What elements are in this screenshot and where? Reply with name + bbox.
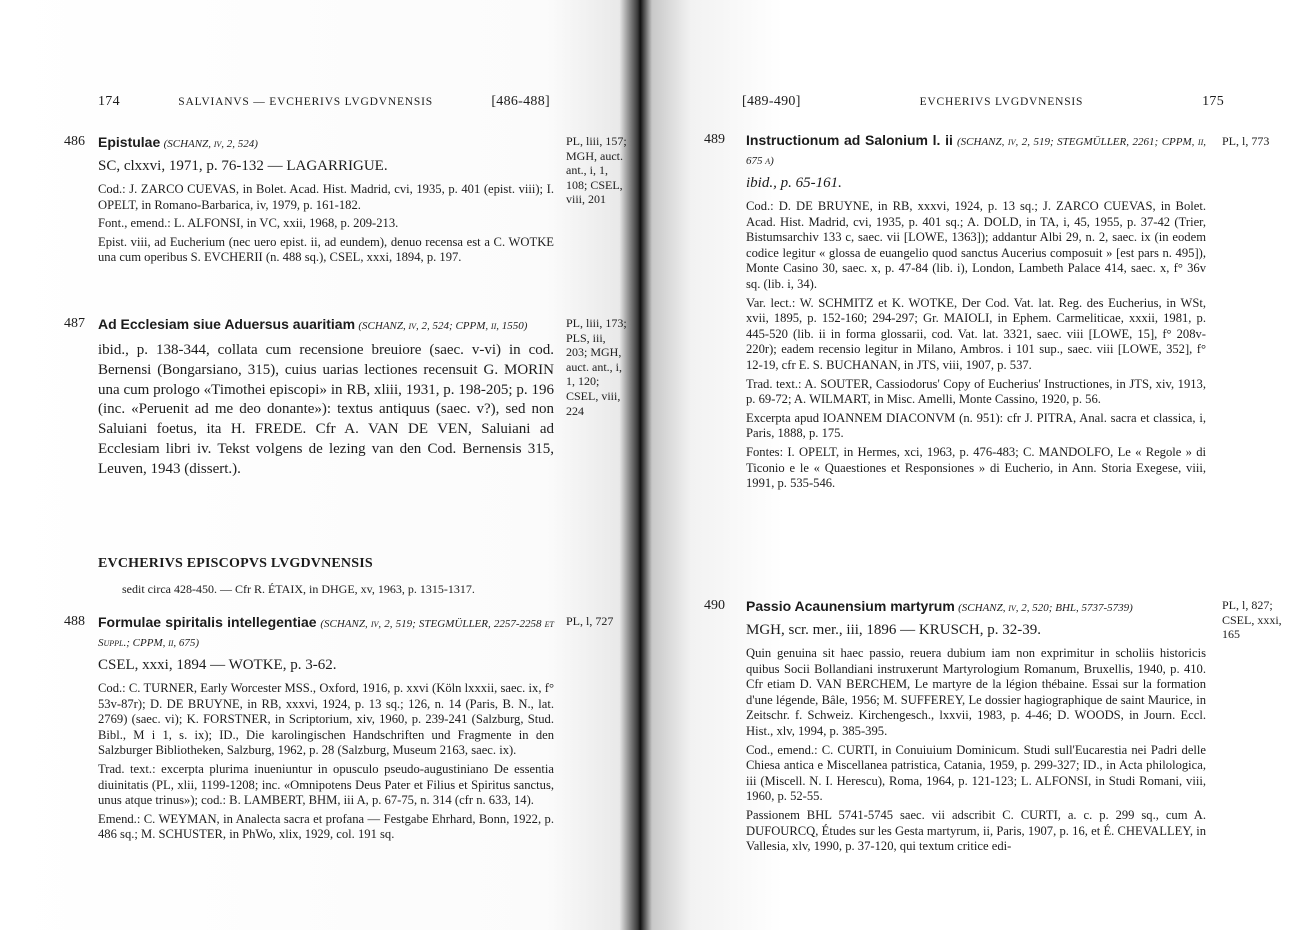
entry-488-trad: Trad. text.: excerpta plurima inueniuntur in opusculo pseudo-augustiniano De essentia diuinitatis (PL, xlii, 1199-1208; inc. «Omnipotens Deus Pater et Filius et Spiritus sanctus, unus atque trinus»); cod.: B. LAMBERT, BHM, iii A, p. 67-75, n. 314 (cfr n. 633, 14).	[98, 761, 554, 808]
left-page-range: [486-488]	[491, 94, 550, 109]
entry-489-fontes: Fontes: I. OPELT, in Hermes, xci, 1963, p. 476-483; C. MANDOLFO, Le « Regole » di Ticonio e le « Quaestiones et Responsiones » di Eucherio, in Ann. Storia Exegese, viii, 1991, p. 535-546.	[746, 444, 1206, 491]
entry-number-486: 486	[64, 134, 85, 149]
entry-488-edition: CSEL, xxxi, 1894 — WOTKE, p. 3-62.	[98, 657, 337, 673]
left-running-head	[98, 94, 550, 110]
entry-number-488: 488	[64, 614, 85, 629]
entry-486-edition: SC, clxxvi, 1971, p. 76-132 — LAGARRIGUE.	[98, 158, 388, 174]
entry-number-489: 489	[704, 132, 725, 147]
entry-488	[98, 614, 554, 846]
entry-489-margin: PL, l, 773	[1222, 134, 1270, 148]
entry-486-ref: (SCHANZ, iv, 2, 524)	[163, 138, 258, 150]
entry-486-cod: Cod.: J. ZARCO CUEVAS, in Bolet. Acad. Hist. Madrid, cvi, 1935, p. 401 (epist. viii); I. OPELT, in Romano-Barbarica, iv, 1979, p. 161-182.	[98, 182, 554, 212]
entry-490-cod: Cod., emend.: C. CURTI, in Conuiuium Dominicum. Studi sull'Eucarestia nei Padri delle Chiesa antica e Miscellanea patristica, Catania, 1959, p. 299-327; ID., in Acta philologica, iii (Miscell. N. I. Herescu), Roma, 1964, p. 121-123; L. ALFONSI, in Studi Romani, viii, 1960, p. 52-55.	[746, 742, 1206, 804]
entry-486-margin: PL, liii, 157; MGH, auct. ant., i, 1, 108; CSEL, viii, 201	[566, 134, 627, 207]
entry-number-487: 487	[64, 316, 85, 331]
entry-489-trad: Trad. text.: A. SOUTER, Cassiodorus' Copy of Eucherius' Instructiones, in JTS, xiv, 1913, p. 69-72; A. WILMART, in Misc. Amelli, Monte Cassino, 1920, p. 56.	[746, 376, 1206, 407]
entry-486-font: Font., emend.: L. ALFONSI, in VC, xxii, 1968, p. 209-213.	[98, 216, 399, 231]
right-running-title: EVCHERIVS LVGDVNENSIS	[919, 96, 1084, 108]
section-title: EVCHERIVS EPISCOPVS LVGDVNENSIS	[98, 556, 373, 571]
entry-490-ref: (SCHANZ, iv, 2, 520; BHL, 5737-5739)	[958, 602, 1133, 614]
right-page-number: 175	[1202, 94, 1224, 109]
entry-489-var: Var. lect.: W. SCHMITZ et K. WOTKE, Der Cod. Vat. lat. Reg. des Eucherius, in WSt, xvii, 1895, p. 152-160; 294-297; Gr. MAIOLI, in Ephem. Carmeliticae, xxxii, 1981, p. 445-520 (lib. ii in forma glossarii, cod. Vat. lat. 3321, saec. viii [LOWE, 15], f° 208v-220r); eadem recensio legitur in Milano, Ambros. i 101 sup., saec. viii [LOWE, 352], f° 12-19, cfr E. S. BUCHANAN, in JTS, viii, 1907, p. 537.	[746, 295, 1206, 372]
entry-488-margin: PL, l, 727	[566, 614, 614, 628]
left-page-number: 174	[98, 94, 120, 109]
entry-489-ref: (SCHANZ, iv, 2, 519; STEGMÜLLER, 2261; CPPM, ii, 675 a)	[746, 136, 1206, 167]
entry-number-490: 490	[704, 598, 725, 613]
entry-489-title: Instructionum ad Salonium l. ii	[746, 132, 953, 148]
entry-490-margin: PL, l, 827; CSEL, xxxi, 165	[1222, 598, 1282, 642]
entry-487-title: Ad Ecclesiam siue Aduersus auaritiam	[98, 316, 356, 332]
entry-488-ref: (SCHANZ, iv, 2, 519; STEGMÜLLER, 2257-2258 et Suppl.; CPPM, ii, 675)	[98, 618, 554, 649]
section-subtitle: sedit circa 428-450. — Cfr R. ÉTAIX, in DHGE, xv, 1963, p. 1315-1317.	[122, 582, 475, 596]
entry-489	[746, 132, 1206, 495]
entry-486	[98, 134, 554, 269]
entry-486-note: Epist. viii, ad Eucherium (nec uero epist. ii, ad eundem), denuo recensa est a C. WOTKE una cum operibus S. EVCHERII (n. 488 sq.), CSEL, xxxi, 1894, p. 197.	[98, 234, 554, 265]
entry-487	[98, 316, 554, 483]
entry-488-title: Formulae spiritalis intellegentiae	[98, 614, 317, 630]
right-running-head	[742, 94, 1224, 110]
entry-490-title: Passio Acaunensium martyrum	[746, 598, 955, 614]
entry-489-excerpta: Excerpta apud IOANNEM DIACONVM (n. 951): cfr J. PITRA, Anal. sacra et classica, i, Paris, 1888, p. 175.	[746, 410, 1206, 441]
entry-487-body: ibid., p. 138-344, collata cum recensione breuiore (saec. v-vi) in cod. Bernensi (Bongarsiano, 315), cuius uarias lectiones recensuit G. MORIN una cum prologo «Timothei episcopi» in RB, xliii, 1931, p. 198-205; p. 196 (inc. «Peruenit ad me deo donante»): textus antiquus (saec. v?), sed non Saluiani foetus, ita H. FREDE. Cfr A. VAN DE VEN, Saluiani ad Ecclesiam libri iv. Tekst volgens de lezing van den Cod. Bernensis 315, Leuven, 1943 (dissert.).	[98, 342, 554, 477]
entry-490-body: Quin genuina sit haec passio, reuera dubium iam non exprimitur in scholiis historicis quibus Socii Bollandiani instruxerunt Martyrologium Romanum, Bruxellis, 1940, p. 410. Cfr etiam D. VAN BERCHEM, Le martyre de la légion thébaine. Essai sur la formation d'une légende, Bâle, 1956; M. SUFFEREY, Le dossier hagiographique de saint Maurice, in Zeitschr. f. Schweiz. Kirchengesch., lxxvii, 1983, p. 4-46; D. WOODS, in Journ. Eccl. Hist., xlv, 1994, p. 385-395.	[746, 646, 1206, 738]
entry-490	[746, 598, 1206, 858]
right-page-range: [489-490]	[742, 94, 801, 109]
left-page	[0, 0, 635, 930]
entry-488-emend: Emend.: C. WEYMAN, in Analecta sacra et profana — Festgabe Ehrhard, Bonn, 1922, p. 486 sq.; M. SCHUSTER, in PhWo, xlix, 1929, col. 191 sq.	[98, 811, 554, 842]
entry-489-cod: Cod.: D. DE BRUYNE, in RB, xxxvi, 1924, p. 13 sq.; J. ZARCO CUEVAS, in Bolet. Acad. Hist. Madrid, cvi, 1935, p. 401 sq.; A. DOLD, in TA, i, 45, 1955, p. 37-42 (Trier, Bistumsarchiv 133 c, saec. vii [LOWE, 1363]); addantur Albi 29, n. 2, saec. ix (in eodem codice legitur « glossa de euangelio quod sanctus Aucerius composuit » [est pars n. 495]), Monte Casino 30, saec. x, p. 47-84 (lib. i), London, Lambeth Palace 414, saec. x, f° 36v sq. (lib. i, 34).	[746, 199, 1206, 291]
entry-490-passio: Passionem BHL 5741-5745 saec. vii adscribit C. CURTI, a. c. p. 299 sq., cum A. DUFOURCQ, Études sur les Gesta martyrum, ii, Paris, 1907, p. 16, et É. CHEVALLEY, in Vallesia, xlv, 1990, p. 37-120, qui textum critice edi-	[746, 807, 1206, 854]
entry-488-cod: Cod.: C. TURNER, Early Worcester MSS., Oxford, 1916, p. xxvi (Köln lxxxii, saec. ix, f° 53v-87r); D. DE BRUYNE, in RB, xxxvi, 1924, p. 13 sq.; 126, n. 14 (Paris, B. N., lat. 2769) (saec. vi); K. FORSTNER, in Scriptorium, xiv, 1960, p. 239-241 (Salzburg, Stud. Bibl., M i 1, s. ix); ID., Die karolingischen Handschriften und Fragmente in den Salzburger Bibliotheken, Salzburg, 1962, p. 28 (Salzburg, Museum 2163, saec. ix).	[98, 681, 554, 758]
entry-486-title: Epistulae	[98, 134, 161, 150]
entry-487-margin: PL, liii, 173; PLS, iii, 203; MGH, auct. ant., i, 1, 120; CSEL, viii, 224	[566, 316, 627, 418]
right-page	[640, 0, 1304, 930]
entry-490-edition: MGH, scr. mer., iii, 1896 — KRUSCH, p. 32-39.	[746, 622, 1042, 638]
entry-487-ref: (SCHANZ, iv, 2, 524; CPPM, ii, 1550)	[358, 320, 528, 332]
left-running-title: SALVIANVS — EVCHERIVS LVGDVNENSIS	[178, 96, 433, 108]
entry-489-edition: ibid., p. 65-161.	[746, 175, 842, 191]
